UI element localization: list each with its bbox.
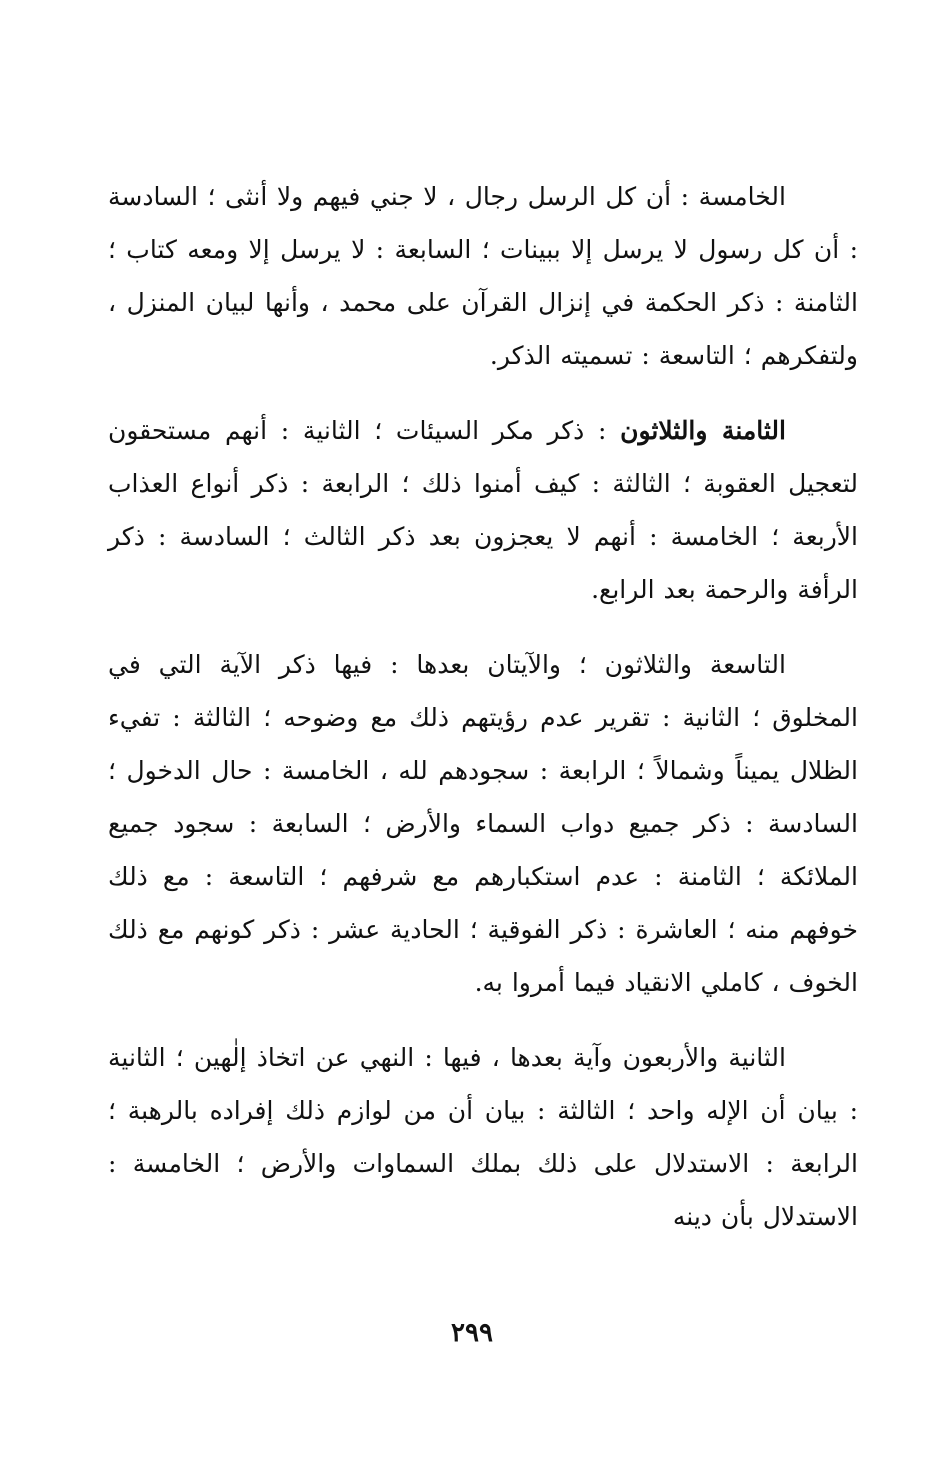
paragraph-1: [108, 170, 858, 382]
paragraph-text: الثانية والأربعون وآية بعدها ، فيها : النهي عن اتخاذ إلٰهين ؛ الثانية : بيان أن الإله واحد ؛ الثالثة : بيان أن من لوازم ذلك إفراده بالرهبة ؛ الرابعة : الاستدلال على ذلك بملك السماوات والأرض ؛ الخامسة : الاستدلال بأن دينه: [108, 1043, 858, 1231]
page-body: [108, 170, 858, 1265]
paragraph-2: [108, 404, 858, 616]
paragraph-text: الخامسة : أن كل الرسل رجال ، لا جني فيهم ولا أنثى ؛ السادسة : أن كل رسول لا يرسل إلا ببينات ؛ السابعة : لا يرسل إلا ومعه كتاب ؛ الثامنة : ذكر الحكمة في إنزال القرآن على محمد ، وأنها لبيان المنزل ، ولتفكرهم ؛ التاسعة : تسميته الذكر.: [108, 182, 858, 370]
paragraph-text: : ذكر مكر السيئات ؛ الثانية : أنهم مستحقون لتعجيل العقوبة ؛ الثالثة : كيف أمنوا ذلك ؛ الرابعة : ذكر أنواع العذاب الأربعة ؛ الخامسة : أنهم لا يعجزون بعد ذكر الثالث ؛ السادسة : ذكر الرأفة والرحمة بعد الرابع.: [108, 416, 858, 604]
page-number: ٢٩٩: [451, 1318, 493, 1348]
paragraph-lead: الثامنة والثلاثون: [620, 416, 786, 445]
paragraph-4: [108, 1031, 858, 1243]
paragraph-3: [108, 638, 858, 1009]
paragraph-text: التاسعة والثلاثون ؛ والآيتان بعدها : فيها ذكر الآية التي في المخلوق ؛ الثانية : تقرير عدم رؤيتهم ذلك مع وضوحه ؛ الثالثة : تفيء الظلال يميناً وشمالاً ؛ الرابعة : سجودهم لله ، الخامسة : حال الدخول ؛ السادسة : ذكر جميع دواب السماء والأرض ؛ السابعة : سجود جميع الملائكة ؛ الثامنة : عدم استكبارهم مع شرفهم ؛ التاسعة : مع ذلك خوفهم منه ؛ العاشرة : ذكر الفوقية ؛ الحادية عشر : ذكر كونهم مع ذلك الخوف ، كاملي الانقياد فيما أمروا به.: [108, 650, 858, 997]
